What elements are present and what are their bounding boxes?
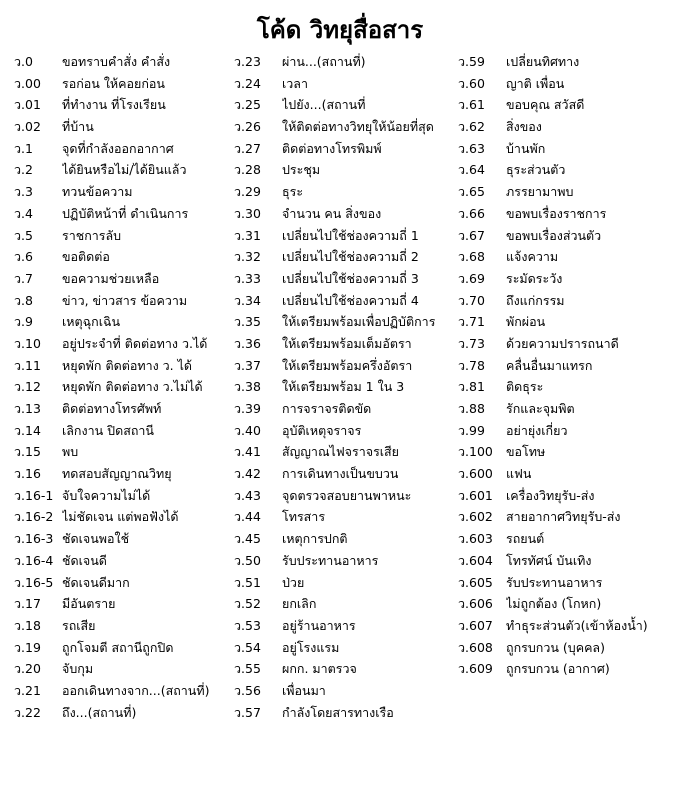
code-meaning: อย่ายุ่งเกี่ยว <box>506 422 568 438</box>
code-row <box>234 506 435 528</box>
code-label: ว.66 <box>458 205 485 221</box>
code-label: ว.607 <box>458 617 493 633</box>
code-meaning: ออกเดินทางจาก...(สถานที่) <box>62 682 210 698</box>
code-row <box>14 355 209 377</box>
code-meaning: ทดสอบสัญญาณวิทยุ <box>62 466 172 482</box>
code-row <box>234 615 435 637</box>
code-label: ว.31 <box>234 227 261 243</box>
code-row <box>14 138 209 160</box>
code-row <box>234 658 435 680</box>
code-meaning: ถูกรบกวน (อากาศ) <box>506 661 610 677</box>
code-row <box>14 203 209 225</box>
code-meaning: ขอบคุณ สวัสดี <box>506 97 585 113</box>
code-label: ว.16-3 <box>14 531 54 547</box>
code-row <box>458 463 648 485</box>
code-row <box>458 290 648 312</box>
code-label: ว.24 <box>234 75 261 91</box>
code-meaning: ถูกโจมตี สถานีถูกปิด <box>62 639 174 655</box>
code-label: ว.29 <box>234 184 261 200</box>
code-meaning: ผกก. มาตรวจ <box>282 661 357 677</box>
code-meaning: อยู่โรงแรม <box>282 639 340 655</box>
code-meaning: กำลังโดยสารทางเรือ <box>282 704 394 720</box>
code-meaning: ผ่าน...(สถานที่) <box>282 54 366 69</box>
code-column-3 <box>458 51 648 680</box>
code-label: ว.9 <box>14 314 33 330</box>
code-meaning: ข่าว, ข่าวสาร ข้อความ <box>62 292 188 308</box>
code-meaning: ขอทราบคำสั่ง คำสั่ง <box>62 54 171 69</box>
code-label: ว.00 <box>14 75 41 91</box>
code-row <box>234 420 435 442</box>
code-label: ว.53 <box>234 617 261 633</box>
code-row <box>458 181 648 203</box>
code-label: ว.34 <box>234 292 261 308</box>
code-row <box>14 702 209 724</box>
code-row <box>14 680 209 702</box>
code-meaning: สิ่งของ <box>506 119 542 135</box>
code-row <box>14 441 209 463</box>
code-label: ว.60 <box>458 75 485 91</box>
code-label: ว.56 <box>234 682 261 698</box>
code-label: ว.601 <box>458 487 493 503</box>
code-meaning: อุบัติเหตุจราจร <box>282 422 362 438</box>
code-meaning: ญาติ เพื่อน <box>506 75 565 91</box>
code-meaning: คลื่นอื่นมาแทรก <box>506 357 593 373</box>
code-meaning: แฟน <box>506 466 532 482</box>
code-meaning: จุดตรวจสอบยานพาหนะ <box>282 487 412 503</box>
code-label: ว.55 <box>234 661 261 677</box>
code-row <box>234 485 435 507</box>
code-label: ว.28 <box>234 162 261 178</box>
code-meaning: โทรทัศน์ บันเทิง <box>506 552 592 568</box>
code-meaning: เวลา <box>282 75 308 91</box>
code-label: ว.40 <box>234 422 261 438</box>
code-label: ว.78 <box>458 357 485 373</box>
code-label: ว.51 <box>234 574 261 590</box>
code-meaning: ติดต่อทางโทรศัพท์ <box>62 401 162 416</box>
code-meaning: การเดินทางเป็นขบวน <box>282 466 399 482</box>
code-row <box>14 311 209 333</box>
code-meaning: รับประทานอาหาร <box>506 574 603 590</box>
code-row <box>234 290 435 312</box>
code-meaning: ไม่ชัดเจน แต่พอฟังได้ <box>62 509 179 525</box>
code-column-2 <box>234 51 435 723</box>
code-row <box>14 94 209 116</box>
code-meaning: ยกเลิก <box>282 596 317 612</box>
code-row <box>234 159 435 181</box>
code-meaning: ภรรยามาพบ <box>506 184 574 200</box>
code-row <box>234 572 435 594</box>
code-meaning: ปฏิบัติหน้าที่ ดำเนินการ <box>62 205 189 221</box>
code-meaning: ให้ติดต่อทางวิทยุให้น้อยที่สุด <box>282 119 434 135</box>
code-meaning: บ้านพัก <box>506 140 546 156</box>
code-row <box>458 398 648 420</box>
code-meaning: รอก่อน ให้คอยก่อน <box>62 75 165 91</box>
code-label: ว.71 <box>458 314 485 330</box>
code-row <box>14 376 209 398</box>
code-meaning: ติดธุระ <box>506 379 544 395</box>
code-label: ว.44 <box>234 509 261 525</box>
code-row <box>14 181 209 203</box>
code-row <box>458 333 648 355</box>
code-meaning: รถเสีย <box>62 617 96 633</box>
code-label: ว.604 <box>458 552 493 568</box>
code-row <box>458 420 648 442</box>
code-label: ว.52 <box>234 596 261 612</box>
code-column-1 <box>14 51 209 723</box>
code-label: ว.17 <box>14 596 41 612</box>
code-meaning: หยุดพัก ติดต่อทาง ว.ไม่ได้ <box>62 379 203 395</box>
code-label: ว.43 <box>234 487 261 503</box>
code-label: ว.33 <box>234 270 261 286</box>
code-row <box>234 702 435 724</box>
code-meaning: พักผ่อน <box>506 314 546 330</box>
code-label: ว.50 <box>234 552 261 568</box>
code-label: ว.608 <box>458 639 493 655</box>
code-meaning: เปลี่ยนไปใช้ช่องความถี่ 2 <box>282 249 419 265</box>
code-row <box>458 376 648 398</box>
code-meaning: ขอพบเรื่องราชการ <box>506 205 607 221</box>
code-label: ว.15 <box>14 444 41 460</box>
code-meaning: ขอพบเรื่องส่วนตัว <box>506 227 602 243</box>
code-label: ว.39 <box>234 401 261 416</box>
code-label: ว.32 <box>234 249 261 265</box>
code-row <box>14 420 209 442</box>
code-meaning: ระมัดระวัง <box>506 270 563 286</box>
code-row <box>458 225 648 247</box>
code-label: ว.26 <box>234 119 261 135</box>
code-label: ว.1 <box>14 140 33 156</box>
code-row <box>14 290 209 312</box>
code-meaning: ได้ยินหรือไม่/ได้ยินแล้ว <box>62 162 187 178</box>
code-label: ว.64 <box>458 162 485 178</box>
code-meaning: ไม่ถูกต้อง (โกหก) <box>506 596 602 612</box>
code-meaning: ถึงแก่กรรม <box>506 292 565 308</box>
code-label: ว.65 <box>458 184 485 200</box>
code-meaning: หยุดพัก ติดต่อทาง ว. ได้ <box>62 357 193 373</box>
code-label: ว.12 <box>14 379 41 395</box>
code-label: ว.16-2 <box>14 509 54 525</box>
code-label: ว.41 <box>234 444 261 460</box>
code-label: ว.11 <box>14 357 41 373</box>
code-row <box>234 463 435 485</box>
code-label: ว.27 <box>234 140 261 156</box>
code-row <box>14 528 209 550</box>
code-row <box>234 73 435 95</box>
code-label: ว.02 <box>14 119 41 135</box>
code-meaning: สัญญาณไฟจราจรเสีย <box>282 444 400 460</box>
code-label: ว.13 <box>14 401 41 416</box>
code-row <box>458 94 648 116</box>
code-row <box>234 376 435 398</box>
code-label: ว.100 <box>458 444 493 460</box>
code-label: ว.2 <box>14 162 33 178</box>
code-meaning: การจราจรติดขัด <box>282 401 372 416</box>
code-meaning: รับประทานอาหาร <box>282 552 379 568</box>
code-label: ว.16-4 <box>14 552 54 568</box>
code-meaning: เหตุฉุกเฉิน <box>62 314 121 330</box>
code-row <box>234 225 435 247</box>
code-meaning: มีอันตราย <box>62 596 116 612</box>
code-row <box>458 615 648 637</box>
code-label: ว.600 <box>458 466 493 482</box>
code-label: ว.35 <box>234 314 261 330</box>
code-label: ว.42 <box>234 466 261 482</box>
code-meaning: ทำธุระส่วนตัว(เข้าห้องน้ำ) <box>506 617 648 633</box>
code-label: ว.23 <box>234 54 261 69</box>
code-label: ว.88 <box>458 401 485 416</box>
code-row <box>234 441 435 463</box>
code-row <box>458 116 648 138</box>
code-label: ว.36 <box>234 335 261 351</box>
code-row <box>234 333 435 355</box>
code-row <box>234 116 435 138</box>
code-meaning: อยู่ประจำที่ ติดต่อทาง ว.ได้ <box>62 335 208 351</box>
code-row <box>458 572 648 594</box>
code-meaning: จำนวน คน สิ่งของ <box>282 205 382 221</box>
code-label: ว.45 <box>234 531 261 547</box>
code-meaning: เปลี่ยนไปใช้ช่องความถี่ 3 <box>282 270 419 286</box>
code-row <box>458 311 648 333</box>
code-meaning: สายอากาศวิทยุรับ-ส่ง <box>506 509 621 525</box>
code-row <box>458 51 648 73</box>
code-row <box>14 485 209 507</box>
code-meaning: ทวนข้อความ <box>62 184 133 200</box>
code-row <box>234 355 435 377</box>
code-label: ว.73 <box>458 335 485 351</box>
code-label: ว.609 <box>458 661 493 677</box>
code-row <box>234 311 435 333</box>
code-row <box>14 73 209 95</box>
code-row <box>458 268 648 290</box>
code-label: ว.37 <box>234 357 261 373</box>
code-row <box>234 593 435 615</box>
code-row <box>458 637 648 659</box>
code-label: ว.7 <box>14 270 33 286</box>
code-label: ว.20 <box>14 661 41 677</box>
code-meaning: เพื่อนมา <box>282 682 326 698</box>
code-meaning: ชัดเจนดี <box>62 552 107 568</box>
code-label: ว.5 <box>14 227 33 243</box>
code-meaning: เปลี่ยนไปใช้ช่องความถี่ 4 <box>282 292 419 308</box>
code-label: ว.81 <box>458 379 485 395</box>
code-row <box>458 441 648 463</box>
code-meaning: ชัดเจนพอใช้ <box>62 531 130 547</box>
code-row <box>14 615 209 637</box>
code-label: ว.62 <box>458 119 485 135</box>
code-row <box>234 138 435 160</box>
code-meaning: เปลี่ยนทิศทาง <box>506 54 580 69</box>
code-label: ว.16-1 <box>14 487 54 503</box>
code-row <box>14 398 209 420</box>
code-row <box>458 355 648 377</box>
code-meaning: ประชุม <box>282 162 321 178</box>
code-row <box>14 159 209 181</box>
code-meaning: ที่ทำงาน ที่โรงเรียน <box>62 97 166 113</box>
code-meaning: ที่บ้าน <box>62 119 94 135</box>
code-row <box>234 181 435 203</box>
code-row <box>234 637 435 659</box>
code-label: ว.605 <box>458 574 493 590</box>
code-meaning: ธุระส่วนตัว <box>506 162 566 178</box>
code-meaning: จุดที่กำลังออกอากาศ <box>62 140 174 156</box>
code-row <box>14 268 209 290</box>
code-meaning: ขอความช่วยเหลือ <box>62 270 160 286</box>
code-row <box>234 550 435 572</box>
code-row <box>14 658 209 680</box>
code-label: ว.16 <box>14 466 41 482</box>
code-label: ว.38 <box>234 379 261 395</box>
code-label: ว.68 <box>458 249 485 265</box>
code-label: ว.18 <box>14 617 41 633</box>
code-meaning: ให้เตรียมพร้อมครึ่งอัตรา <box>282 357 413 373</box>
code-label: ว.30 <box>234 205 261 221</box>
code-row <box>234 680 435 702</box>
code-meaning: ติดต่อทางโทรพิมพ์ <box>282 140 382 156</box>
code-meaning: พบ <box>62 444 79 460</box>
code-label: ว.01 <box>14 97 41 113</box>
code-meaning: ด้วยความปรารถนาดี <box>506 335 619 351</box>
code-label: ว.70 <box>458 292 485 308</box>
code-row <box>234 246 435 268</box>
code-meaning: อยู่ร้านอาหาร <box>282 617 356 633</box>
code-label: ว.19 <box>14 639 41 655</box>
code-label: ว.0 <box>14 54 33 69</box>
code-row <box>458 528 648 550</box>
code-meaning: เลิกงาน ปิดสถานี <box>62 422 154 438</box>
code-row <box>14 506 209 528</box>
code-label: ว.4 <box>14 205 33 221</box>
code-row <box>458 246 648 268</box>
code-row <box>14 637 209 659</box>
code-label: ว.67 <box>458 227 485 243</box>
code-meaning: ถึง...(สถานที่) <box>62 704 137 720</box>
code-row <box>234 203 435 225</box>
code-label: ว.61 <box>458 97 485 113</box>
code-label: ว.14 <box>14 422 41 438</box>
code-label: ว.59 <box>458 54 485 69</box>
code-meaning: เปลี่ยนไปใช้ช่องความถี่ 1 <box>282 227 419 243</box>
code-meaning: ราชการลับ <box>62 227 122 243</box>
code-label: ว.21 <box>14 682 41 698</box>
code-meaning: รถยนต์ <box>506 531 545 547</box>
code-meaning: จับใจความไม่ได้ <box>62 487 151 503</box>
code-row <box>234 528 435 550</box>
code-meaning: จับกุม <box>62 661 94 677</box>
code-row <box>14 116 209 138</box>
code-meaning: แจ้งความ <box>506 249 559 265</box>
code-label: ว.54 <box>234 639 261 655</box>
code-row <box>14 333 209 355</box>
code-row <box>14 246 209 268</box>
code-row <box>458 159 648 181</box>
code-row <box>234 398 435 420</box>
code-label: ว.10 <box>14 335 41 351</box>
code-label: ว.16-5 <box>14 574 54 590</box>
code-label: ว.3 <box>14 184 33 200</box>
code-label: ว.69 <box>458 270 485 286</box>
code-meaning: ป่วย <box>282 574 305 590</box>
code-label: ว.22 <box>14 704 41 720</box>
code-row <box>458 485 648 507</box>
code-row <box>458 506 648 528</box>
code-row <box>14 550 209 572</box>
code-meaning: ให้เตรียมพร้อมเต็มอัตรา <box>282 335 412 351</box>
code-row <box>458 658 648 680</box>
code-row <box>14 225 209 247</box>
code-meaning: รักและจุมพิต <box>506 401 575 416</box>
code-row <box>458 138 648 160</box>
code-label: ว.606 <box>458 596 493 612</box>
code-row <box>458 73 648 95</box>
code-row <box>14 463 209 485</box>
code-row <box>234 268 435 290</box>
code-meaning: ขอโทษ <box>506 444 546 460</box>
page-title: โค้ด วิทยุสื่อสาร <box>256 16 424 44</box>
code-row <box>14 572 209 594</box>
code-row <box>458 203 648 225</box>
code-meaning: ถูกรบกวน (บุคคล) <box>506 639 605 655</box>
code-label: ว.57 <box>234 704 261 720</box>
code-row <box>14 593 209 615</box>
code-meaning: ไปยัง...(สถานที่ <box>282 97 366 113</box>
code-meaning: ชัดเจนดีมาก <box>62 574 130 590</box>
code-meaning: ให้เตรียมพร้อม 1 ใน 3 <box>282 379 405 395</box>
code-label: ว.8 <box>14 292 33 308</box>
code-meaning: เหตุการปกติ <box>282 531 348 547</box>
code-label: ว.25 <box>234 97 261 113</box>
code-row <box>234 94 435 116</box>
code-row <box>458 593 648 615</box>
code-label: ว.603 <box>458 531 493 547</box>
code-meaning: ธุระ <box>282 184 304 200</box>
code-meaning: โทรสาร <box>282 509 326 525</box>
code-row <box>458 550 648 572</box>
code-meaning: ให้เตรียมพร้อมเพื่อปฏิบัติการ <box>282 314 436 330</box>
code-row <box>234 51 435 73</box>
code-meaning: ขอติดต่อ <box>62 249 110 265</box>
code-label: ว.6 <box>14 249 33 265</box>
code-meaning: เครื่องวิทยุรับ-ส่ง <box>506 487 595 503</box>
code-row <box>14 51 209 73</box>
code-label: ว.63 <box>458 140 485 156</box>
code-label: ว.99 <box>458 422 485 438</box>
code-label: ว.602 <box>458 509 493 525</box>
